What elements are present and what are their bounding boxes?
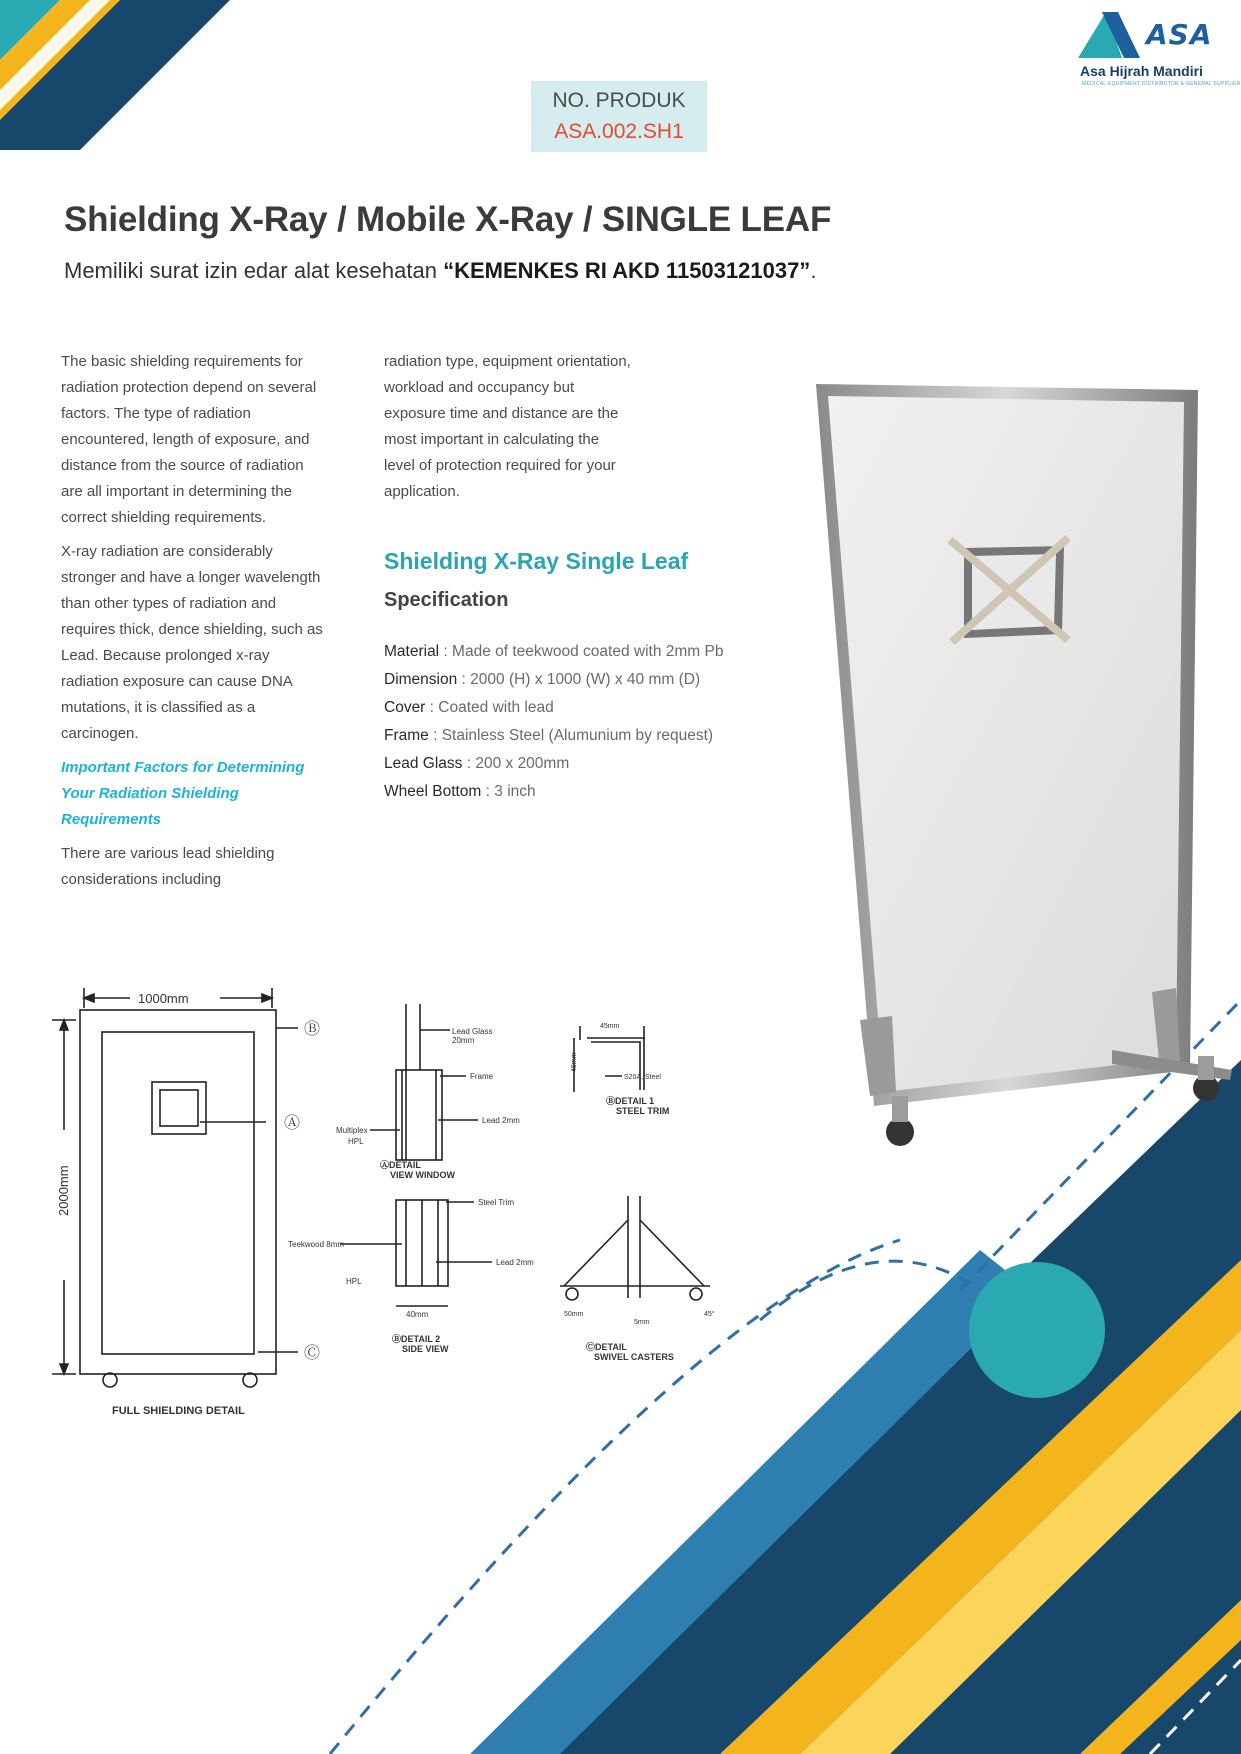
logo-tagline: MEDICAL EQUIPMENT DISTRIBUTOR & GENERAL SUPPLIER: [1082, 81, 1241, 87]
detail-1-subtitle: STEEL TRIM: [616, 1106, 670, 1116]
paragraph-xray-radiation: X-ray radiation are considerably stronger and have a longer wavelength than other types of radiation and requires thick, dence shielding, such as Lead. Because prolonged x-ray radiation exposure can cause DNA mutations, it is classified as a carcinogen.: [61, 543, 323, 742]
detail-1-title: ⒷDETAIL 1: [606, 1096, 655, 1106]
marker-b: Ⓑ: [304, 1021, 321, 1038]
dim-caster-angle: 45°: [704, 1311, 715, 1318]
product-number-label: NO. PRODUK: [552, 89, 686, 112]
section-title: Shielding X-Ray Single Leaf: [384, 548, 689, 574]
label-lead-2mm-a: Lead 2mm: [482, 1116, 520, 1125]
dim-width: 1000mm: [138, 991, 189, 1006]
specification-list: [384, 638, 804, 806]
spec-wheel-bottom: Wheel Bottom : 3 inch: [384, 783, 536, 800]
product-code: ASA.002.SH1: [554, 120, 684, 143]
body-column-left: [61, 349, 323, 901]
detail-b-title: ⒷDETAIL 2: [392, 1334, 441, 1344]
product-photo: [812, 380, 1241, 1170]
detail-a-title: ⒶDETAIL: [380, 1160, 421, 1170]
spec-material: Material : Made of teekwood coated with 2mm Pb: [384, 643, 724, 660]
license-suffix: .: [810, 258, 817, 283]
dim-height: 2000mm: [56, 1165, 71, 1216]
label-lead-glass: Lead Glass: [452, 1027, 493, 1036]
spec-lead-glass: Lead Glass : 200 x 200mm: [384, 755, 570, 772]
marker-c: Ⓒ: [304, 1345, 321, 1362]
label-steel-trim: Steel Trim: [478, 1198, 515, 1207]
label-hpl-b: HPL: [346, 1277, 362, 1286]
detail-c-subtitle: SWIVEL CASTERS: [594, 1352, 674, 1362]
dim-trim-width: 45mm: [600, 1023, 620, 1030]
spec-dimension: Dimension : 2000 (H) x 1000 (W) x 40 mm (D): [384, 671, 701, 688]
label-frame: Frame: [470, 1072, 494, 1081]
license-line: [64, 258, 816, 284]
body-column-right: [384, 349, 684, 513]
detail-a-subtitle: VIEW WINDOW: [390, 1170, 455, 1180]
logo-mark-icon: [1078, 10, 1148, 60]
label-lead-glass-mm: 20mm: [452, 1036, 475, 1045]
product-number-box: [531, 81, 707, 152]
dim-caster-width: 50mm: [564, 1311, 584, 1318]
spec-cover: Cover : Coated with lead: [384, 699, 554, 716]
license-number: “KEMENKES RI AKD 11503121037”: [443, 258, 811, 283]
full-shielding-caption: FULL SHIELDING DETAIL: [112, 1405, 245, 1417]
dim-depth: 40mm: [406, 1310, 429, 1319]
detail-c-title: ⒸDETAIL: [586, 1342, 627, 1352]
technical-drawing: [40, 980, 740, 1420]
specification-heading: Specification: [384, 589, 509, 611]
label-hpl-a: HPL: [348, 1137, 364, 1146]
logo-company-name: Asa Hijrah Mandiri: [1080, 63, 1203, 79]
company-logo: [1078, 10, 1241, 87]
spec-frame: Frame : Stainless Steel (Alumunium by request): [384, 727, 714, 744]
paragraph-shielding-basics: The basic shielding requirements for radiation protection depend on several factors. The type of radiation encountered, length of exposure, and distance from the source of radiation are all important in determining the correct shielding requirements.: [61, 353, 317, 526]
detail-b-subtitle: SIDE VIEW: [402, 1344, 449, 1354]
license-prefix: Memiliki surat izin edar alat kesehatan: [64, 258, 444, 283]
factors-heading: Important Factors for Determining Your Radiation Shielding Requirements: [61, 759, 305, 828]
paragraph-considerations: There are various lead shielding considerations including: [61, 845, 275, 888]
label-lead-2mm-b: Lead 2mm: [496, 1258, 534, 1267]
paragraph-considerations-cont: radiation type, equipment orientation, workload and occupancy but exposure time and distance are the most important in calculating the level of protection required for your application.: [384, 353, 631, 500]
marker-a: Ⓐ: [284, 1115, 301, 1132]
dim-caster-s: 5mm: [634, 1319, 650, 1326]
page-title: Shielding X-Ray / Mobile X-Ray / SINGLE LEAF: [64, 200, 832, 239]
label-teekwood: Teekwood 8mm: [288, 1240, 345, 1249]
dim-trim-height: 45mm: [571, 1052, 578, 1072]
label-trim-material: S20A, Steel: [624, 1074, 661, 1081]
label-multiplex: Multiplex: [336, 1126, 368, 1135]
logo-word: ASA: [1146, 18, 1213, 51]
